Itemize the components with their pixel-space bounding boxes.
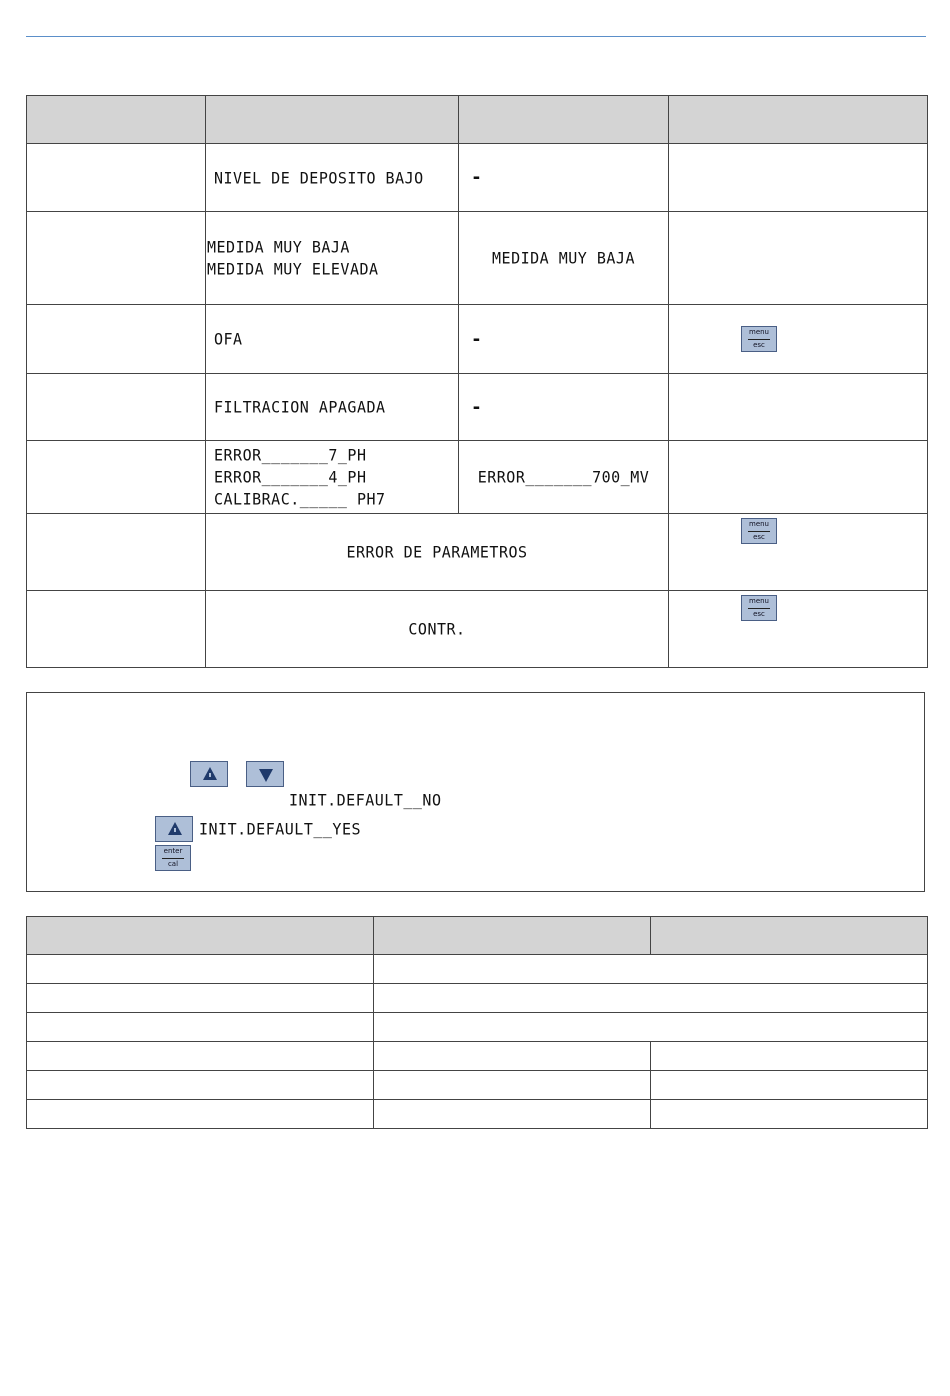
table-row bbox=[27, 212, 928, 305]
table-row bbox=[27, 514, 928, 591]
table-cell bbox=[27, 1071, 374, 1100]
lcd-init-default-yes: INIT.DEFAULT__YES bbox=[199, 819, 362, 839]
display2-cell bbox=[459, 144, 669, 212]
lcd-text: OFA bbox=[214, 329, 243, 349]
table-row bbox=[27, 441, 928, 514]
table-row bbox=[27, 374, 928, 441]
table-row bbox=[27, 1100, 928, 1129]
display-cell bbox=[206, 374, 459, 441]
lcd-text: NIVEL DE DEPOSITO BAJO bbox=[214, 167, 424, 188]
table-row bbox=[27, 144, 928, 212]
table-cell bbox=[27, 1042, 374, 1071]
display2-cell bbox=[459, 374, 669, 441]
lcd-dash: - bbox=[471, 396, 482, 418]
parameter-table-header bbox=[27, 917, 928, 955]
action-cell bbox=[669, 441, 928, 514]
table-row bbox=[27, 955, 928, 984]
table-cell bbox=[27, 984, 374, 1013]
lcd-init-default-no: INIT.DEFAULT__NO bbox=[289, 790, 442, 810]
header-cell-2 bbox=[206, 96, 459, 144]
lcd-text: ERROR_______700_MV bbox=[477, 467, 650, 487]
display2-cell bbox=[459, 212, 669, 305]
lcd-text: MEDIDA MUY ELEVADA bbox=[207, 259, 379, 279]
display2-cell bbox=[459, 441, 669, 514]
note-box bbox=[26, 692, 925, 892]
display-span-cell bbox=[206, 514, 669, 591]
table-row bbox=[27, 305, 928, 374]
table-cell bbox=[651, 1042, 928, 1071]
down-arrow-key-icon bbox=[246, 761, 284, 787]
lcd-dash: - bbox=[471, 167, 482, 188]
lcd-text: MEDIDA MUY BAJA bbox=[492, 248, 635, 268]
table-cell bbox=[374, 1071, 651, 1100]
header-cell-2 bbox=[374, 917, 651, 955]
table-cell bbox=[27, 955, 374, 984]
alarm-name-cell bbox=[27, 305, 206, 374]
header-cell-3 bbox=[459, 96, 669, 144]
table-row bbox=[27, 591, 928, 668]
action-cell bbox=[669, 374, 928, 441]
alarm-table bbox=[26, 95, 928, 668]
table-row bbox=[27, 984, 928, 1013]
menu-esc-key-icon: menu esc bbox=[741, 595, 777, 621]
table-row bbox=[27, 1042, 928, 1071]
header-rule bbox=[26, 36, 926, 37]
table-cell bbox=[27, 1013, 374, 1042]
table-cell bbox=[374, 955, 928, 984]
display2-cell bbox=[459, 305, 669, 374]
action-cell bbox=[669, 305, 928, 374]
header-cell-1 bbox=[27, 917, 374, 955]
lcd-text: CALIBRAC._____ PH7 bbox=[214, 489, 386, 509]
lcd-text: MEDIDA MUY BAJA bbox=[207, 237, 350, 257]
lcd-text: FILTRACION APAGADA bbox=[214, 397, 386, 417]
action-cell bbox=[669, 514, 928, 591]
table-cell bbox=[651, 1071, 928, 1100]
alarm-name-cell bbox=[27, 441, 206, 514]
alarm-name-cell bbox=[27, 591, 206, 668]
table-cell bbox=[374, 1042, 651, 1071]
header-cell-3 bbox=[651, 917, 928, 955]
table-cell bbox=[374, 1100, 651, 1129]
alarm-name-cell bbox=[27, 212, 206, 305]
lcd-text: CONTR. bbox=[408, 619, 466, 639]
table-cell bbox=[27, 1100, 374, 1129]
action-cell bbox=[669, 144, 928, 212]
alarm-name-cell bbox=[27, 374, 206, 441]
table-cell bbox=[651, 1100, 928, 1129]
table-row bbox=[27, 1071, 928, 1100]
display-span-cell bbox=[206, 591, 669, 668]
table-row bbox=[27, 1013, 928, 1042]
up-arrow-key-icon bbox=[155, 816, 193, 842]
lcd-text: ERROR_______7_PH bbox=[214, 445, 367, 465]
alarm-name-cell bbox=[27, 144, 206, 212]
alarm-name-cell bbox=[27, 514, 206, 591]
lcd-dash: - bbox=[471, 328, 482, 350]
lcd-text: ERROR_______4_PH bbox=[214, 467, 367, 487]
enter-cal-key-icon: enter cal bbox=[155, 845, 191, 871]
parameter-table bbox=[26, 916, 928, 1129]
lcd-text: ERROR DE PARAMETROS bbox=[346, 542, 528, 562]
menu-esc-key-icon: menu esc bbox=[741, 326, 777, 352]
menu-esc-key-icon: menu esc bbox=[741, 518, 777, 544]
header-cell-4 bbox=[669, 96, 928, 144]
action-cell bbox=[669, 212, 928, 305]
action-cell bbox=[669, 591, 928, 668]
table-cell bbox=[374, 984, 928, 1013]
header-cell-1 bbox=[27, 96, 206, 144]
display-cell bbox=[206, 305, 459, 374]
table-cell bbox=[374, 1013, 928, 1042]
up-arrow-key-icon bbox=[190, 761, 228, 787]
display-cell bbox=[206, 144, 459, 212]
display-cell bbox=[206, 212, 459, 305]
alarm-table-header bbox=[27, 96, 928, 144]
display-cell bbox=[206, 441, 459, 514]
